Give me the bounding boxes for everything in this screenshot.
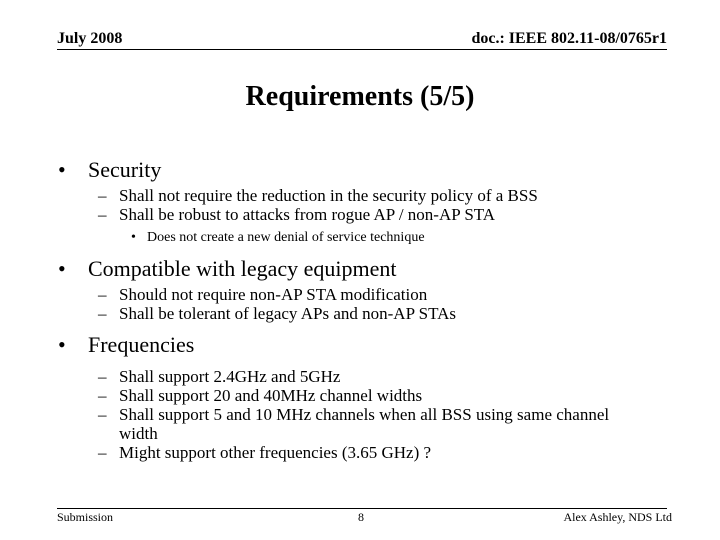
list-item xyxy=(58,441,668,465)
list-item xyxy=(58,203,668,227)
small-bullet-icon: • xyxy=(131,230,136,245)
sub-list xyxy=(58,365,668,465)
bullet-icon: • xyxy=(58,256,66,281)
list-item-text: Shall not require the reduction in the security policy of a BSS xyxy=(119,186,538,205)
section-legacy xyxy=(58,255,668,326)
sub-list xyxy=(58,184,668,227)
footer-submission: Submission xyxy=(57,510,114,524)
slide-content xyxy=(58,156,668,465)
section-heading xyxy=(58,331,668,359)
dash-icon: – xyxy=(98,367,107,386)
list-item-text: Should not require non-AP STA modification xyxy=(119,285,428,304)
bullet-icon: • xyxy=(58,332,66,357)
sub-list-item-text: Does not create a new denial of service technique xyxy=(147,230,425,245)
section-heading-text: Frequencies xyxy=(88,332,195,357)
header-date: July 2008 xyxy=(57,30,123,47)
section-heading-text: Compatible with legacy equipment xyxy=(88,256,397,281)
section-heading xyxy=(58,255,668,283)
dash-icon: – xyxy=(98,386,107,405)
list-item-text: Shall support 20 and 40MHz channel widths xyxy=(119,386,423,405)
subsub-list xyxy=(58,227,668,249)
section-frequencies xyxy=(58,331,668,465)
dash-icon: – xyxy=(98,285,107,304)
bullet-icon: • xyxy=(58,157,66,182)
dash-icon: – xyxy=(98,304,107,323)
dash-icon: – xyxy=(98,405,107,424)
section-heading xyxy=(58,156,668,184)
list-item-text: Might support other frequencies (3.65 GHz) ? xyxy=(119,443,432,462)
section-security xyxy=(58,156,668,249)
list-item-text: Shall support 5 and 10 MHz channels when all BSS using same channel width xyxy=(119,405,610,443)
list-item-text: Shall be tolerant of legacy APs and non-AP STAs xyxy=(119,304,457,323)
footer-author: Alex Ashley, NDS Ltd xyxy=(563,510,672,524)
dash-icon: – xyxy=(98,443,107,462)
dash-icon: – xyxy=(98,205,107,224)
header-doc-id: doc.: IEEE 802.11-08/0765r1 xyxy=(471,30,667,47)
slide-title: Requirements (5/5) xyxy=(245,81,475,112)
list-item-text: Shall support 2.4GHz and 5GHz xyxy=(119,367,341,386)
header-divider xyxy=(57,49,667,50)
list-item-text: Shall be robust to attacks from rogue AP / non-AP STA xyxy=(119,205,496,224)
sub-list-item xyxy=(58,227,668,249)
footer-page-number: 8 xyxy=(358,510,364,524)
section-heading-text: Security xyxy=(88,157,162,182)
dash-icon: – xyxy=(98,186,107,205)
list-item xyxy=(58,302,668,326)
sub-list xyxy=(58,283,668,326)
list-item xyxy=(58,403,668,446)
